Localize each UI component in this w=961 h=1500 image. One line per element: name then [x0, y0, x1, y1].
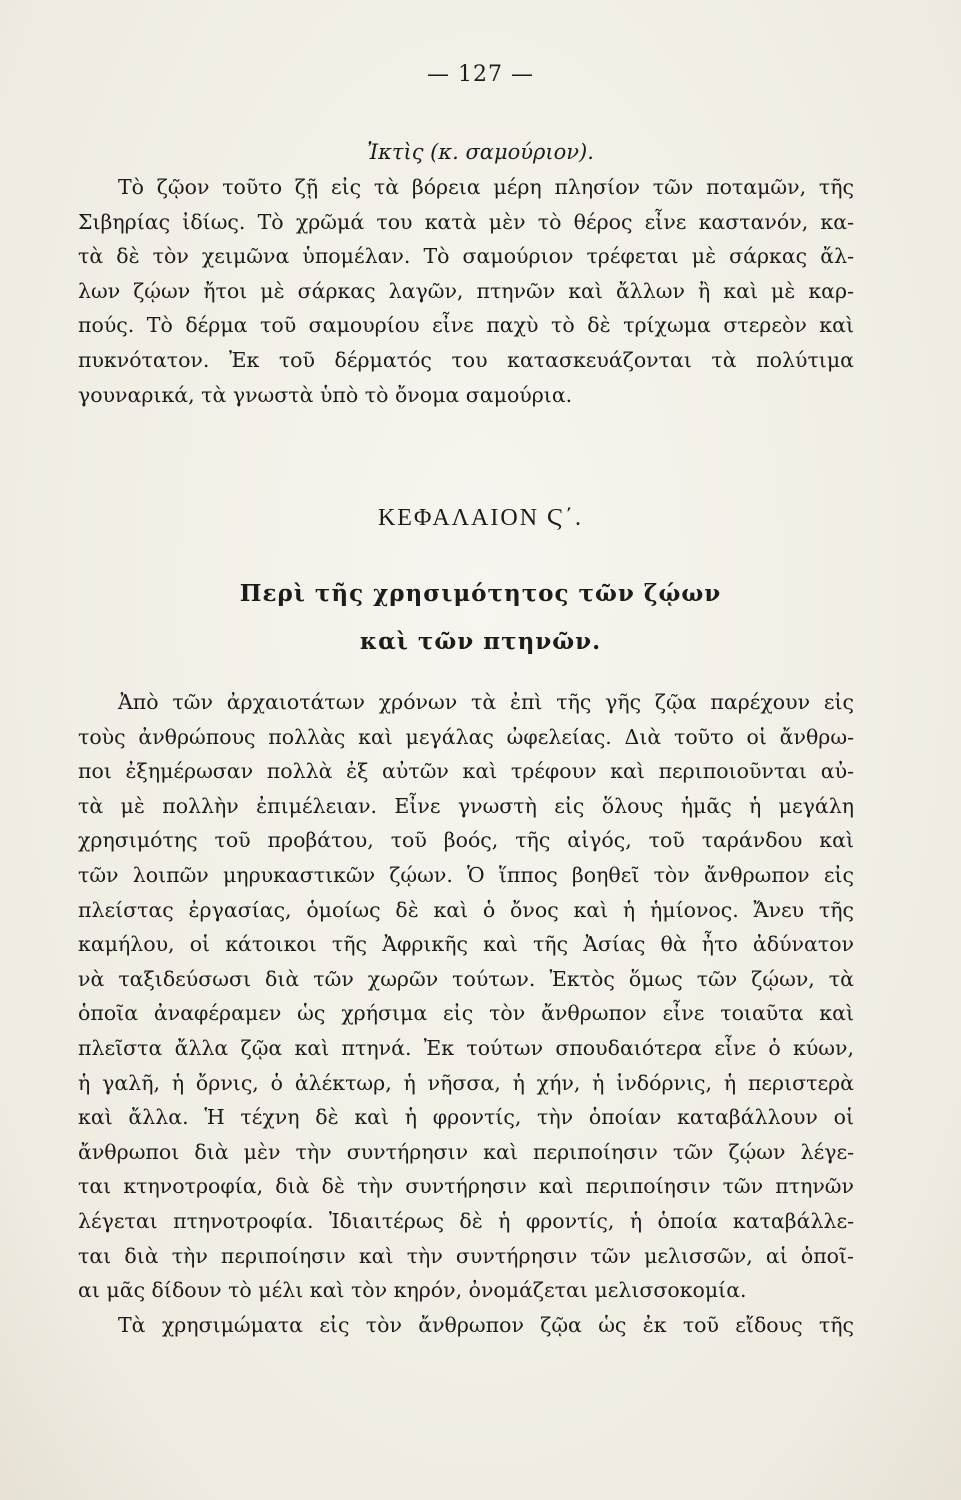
text-line: τὰ μὲ πολλὴν ἐπιμέλειαν. Εἶνε γνωστὴ εἰς ὅλους ἡμᾶς ἡ μεγάλη: [78, 793, 854, 818]
text-line: τὰ δὲ τὸν χειμῶνα ὑπομέλαν. Τὸ σαμούριον τρέφεται μὲ σάρκας ἄλ-: [78, 244, 854, 269]
page-number: — 127 —: [427, 62, 534, 87]
text-line: αι μᾶς δίδουν τὸ μέλι καὶ τὸν κηρόν, ὀνομάζεται μελισσοκομία.: [78, 1278, 747, 1303]
text-line: λων ζῴων ἤτοι μὲ σάρκας λαγῶν, πτηνῶν καὶ ἄλλων ἢ καὶ μὲ καρ-: [78, 278, 854, 303]
section-heading: Ἰκτὶς (κ. σαμούριον).: [367, 140, 594, 164]
text-line: ἡ γαλῆ, ἡ ὄρνις, ὁ ἀλέκτωρ, ἡ νῆσσα, ἡ χήν, ἡ ἰνδόρνις, ἡ περιστερὰ: [78, 1070, 854, 1095]
text-line: ὁποῖα ἀναφέραμεν ὡς χρήσιμα εἰς τὸν ἄνθρωπον εἶνε τοιαῦτα καὶ: [78, 1001, 854, 1026]
text-line: Ἀπὸ τῶν ἀρχαιοτάτων χρόνων τὰ ἐπὶ τῆς γῆς ζῷα παρέχουν εἰς: [118, 690, 854, 714]
paragraph-text: [78, 170, 854, 412]
text-line: χρησιμότης τοῦ προβάτου, τοῦ βοός, τῆς αἰγός, τοῦ ταράνδου καὶ: [78, 828, 854, 853]
paragraph-text: [78, 685, 854, 1342]
chapter-label: ΚΕΦΑΛΑΙΟΝ Ϛ΄.: [377, 505, 584, 531]
text-line: Τὰ χρησιμώματα εἰς τὸν ἄνθρωπον ζῷα ὡς ἐκ τοῦ εἴδους τῆς: [118, 1312, 854, 1337]
text-line: νὰ ταξιδεύσωσι διὰ τῶν χωρῶν τούτων. Ἐκτὸς ὅμως τῶν ζῴων, τὰ: [78, 966, 854, 991]
text-line: πλείστας ἐργασίας, ὁμοίως δὲ καὶ ὁ ὄνος καὶ ἡ ἡμίονος. Ἄνευ τῆς: [78, 897, 854, 922]
text-line: καμήλου, οἱ κάτοικοι τῆς Ἀφρικῆς καὶ τῆς Ἀσίας θὰ ἦτο ἀδύνατον: [78, 932, 854, 957]
text-line: καὶ ἄλλα. Ἡ τέχνη δὲ καὶ ἡ φροντίς, τὴν ὁποίαν καταβάλλουν οἱ: [78, 1105, 854, 1130]
text-line: τῶν λοιπῶν μηρυκαστικῶν ζῴων. Ὁ ἵππος βοηθεῖ τὸν ἄνθρωπον εἰς: [78, 862, 854, 887]
paragraph-sable: [78, 170, 854, 412]
text-line: ποι ἐξημέρωσαν πολλὰ ἐξ αὐτῶν καὶ τρέφουν καὶ περιποιοῦνται αὐ-: [78, 759, 854, 784]
text-line: ται κτηνοτροφία, διὰ δὲ τὴν συντήρησιν καὶ περιποίησιν τῶν πτηνῶν: [78, 1174, 854, 1199]
text-line: τοὺς ἀνθρώπους πολλὰς καὶ μεγάλας ὠφελείας. Διὰ τοῦτο οἱ ἄνθρω-: [78, 724, 854, 749]
text-line: Σιβηρίας ἰδίως. Τὸ χρῶμά του κατὰ μὲν τὸ θέρος εἶνε καστανόν, κα-: [78, 209, 854, 234]
text-line: πούς. Τὸ δέρμα τοῦ σαμουρίου εἶνε παχὺ τὸ δὲ τρίχωμα στερεὸν καὶ: [78, 313, 854, 338]
text-line: πυκνότατον. Ἐκ τοῦ δέρματός του κατασκευάζονται τὰ πολύτιμα: [78, 347, 854, 372]
text-line: ἄνθρωποι διὰ μὲν τὴν συντήρησιν καὶ περιποίησιν τῶν ζῴων λέγε-: [78, 1139, 854, 1164]
text-line: πλεῖστα ἄλλα ζῷα καὶ πτηνά. Ἐκ τούτων σπουδαιότερα εἶνε ὁ κύων,: [78, 1035, 854, 1060]
paragraph-usefulness: [78, 685, 854, 1342]
chapter-title-line-1: Περὶ τῆς χρησιμότητος τῶν ζῴων: [239, 580, 722, 607]
text-line: γουναρικά, τὰ γνωστὰ ὑπὸ τὸ ὄνομα σαμούρια.: [78, 382, 573, 407]
chapter-title-line-2: καὶ τῶν πτηνῶν.: [359, 628, 602, 655]
text-line: λέγεται πτηνοτροφία. Ἰδιαιτέρως δὲ ἡ φροντίς, ἡ ὁποία καταβάλλε-: [78, 1208, 854, 1233]
text-line: Τὸ ζῷον τοῦτο ζῇ εἰς τὰ βόρεια μέρη πλησίον τῶν ποταμῶν, τῆς: [118, 175, 854, 199]
text-line: ται διὰ τὴν περιποίησιν καὶ τὴν συντήρησιν τῶν μελισσῶν, αἱ ὁποῖ-: [78, 1243, 854, 1268]
